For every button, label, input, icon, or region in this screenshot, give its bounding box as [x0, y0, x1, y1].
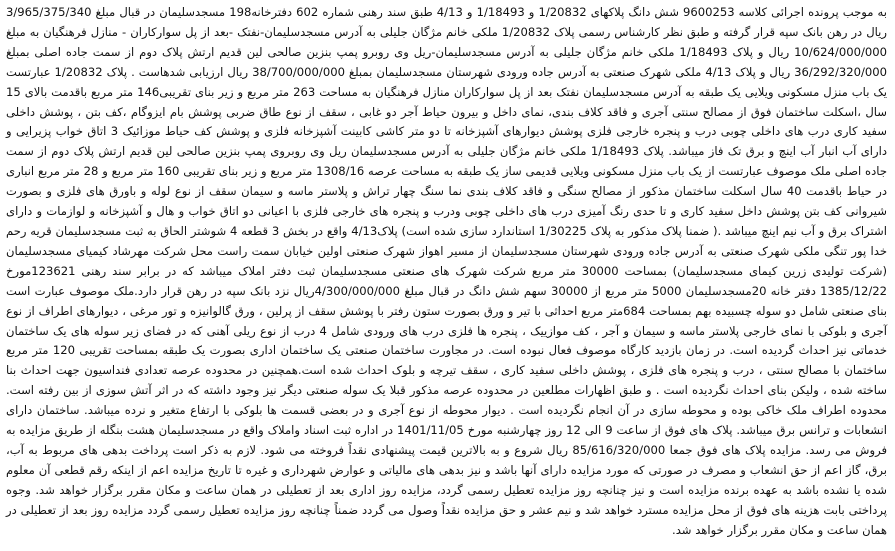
auction-notice-body-text: به موجب پرونده اجرائی کلاسه 9600253 شش دانگ پلاکهای 1/20832 و 1/18493 و 4/13 طبق سند رهنی شماره 602 دفترخانه198 مسجدسلیمان در قبال مبلغ 3/965/375/340 ریال در رهن بانک سپه قرار گرفته و طبق نظر کارشناس رسمی پلاک 1/20832 ملکی خانم مژگان جلیلی به آدرس مسجدسلیمان-نفتک -بعد از پل سوارکاران - منازل فرهنگیان به مبلغ 10/624/000/000 ریال و پلاک 1/18493 ملکی خانم مژگان جلیلی به آدرس مسجدسلیمان-ریل وی روبرو پمپ بنزین صالحی لین قدیم ارتش پلاک دوم از سمت جاده اصلی بمبلغ 36/292/320/000 ریال و پلاک 4/13 ملکی شهرک صنعتی به آدرس جاده ورودی شهرستان مسجدسلیمان بمبلغ 38/700/000/000 ریال ارزیابی شدهاست . پلاک 1/20832 عبارتست یک باب منزل مسکونی ویلایی یک طبقه به آدرس مسجدسلیمان نفتک بعد از پل سوارکاران منازل فرهنگیان به مساحت 263 متر مربع و زیر بنای تقریبی146 متر مربع باقدمت بالای 15 سال ،اسکلت ساختمان فوق از مصالح سنتی آجری و فاقد کلاف بندی، نمای داخل و بیرون حیاط آجر دو غابی ، سقف از نوع طاق ضربی پوشش بام ایزوگام ،کف بتن ، پوشش داخلی سفید کاری درب های داخلی چوبی درب و پنجره خارجی فلزی پوشش دیوارهای آشپزخانه تا دو متر کاشی کابینت آشپزخانه فلزی و پوشش کف حیاط موزائیک 3 اتاق خواب پزیرایی و دارای آب انبار آب اینچ و برق تک فاز میباشد. پلاک 1/18493 ملکی خانم مژگان جلیلی به آدرس مسجدسلیمان ریل وی روبروی پمپ بنزین صالحی لین قدیم ارتش پلاک دوم از سمت جاده اصلی ملک موصوف عبارتست از یک باب منزل مسکونی ویلایی قدیمی ساز یک طبقه به مساحت عرصه 1308/16 متر مربع و زیر بنای تقریبی 160 متر مربع و 28 متر مربع انباری در حیاط باقدمت 40 سال اسکلت ساختمان مذکور از مصالح سنگی و فاقد کلاف بندی نما سنگ چهار تراش و پلاستر ماسه و سیمان سقف از نوع لوله و باورق های فلزی و بصورت شیروانی کف بتن پوشش داخل سفید کاری و تا حدی رنگ آمیزی درب های داخلی چوبی ودرب و پنجره های خارجی فلزی با اعیانی دو اتاق خواب و هال و آشپزخانه و لوازمات و دارای اشتراک برق و آب نیم اینچ میباشد .( ضمنا پلاک مذکور به پلاک 1/30225 استاندارد سازی شده است) پلاک4/13 واقع در بخش 3 قطعه 4 شوشتر الحاق به ثبت مسجدسلیمان قریه رحم خدا پور تنگی ملکی شهرک صنعتی به آدرس جاده ورودی شهرستان مسجدسلیمان از مسیر اهواز شهرک صنعتی اولین خیابان سمت راست محل شرکت مهرشاد کیمیای مسجدسلیمان (شرکت تولیدی زرین کیمای مسجدسلیمان) بمساحت 30000 متر مربع شرکت شهرک های صنعتی مسجدسلیمان ثبت دفتر املاک میباشد که در برابر سند رهنی 123621مورخ 1385/12/22 دفتر خانه 20مسجدسلیمان 5000 متر مربع از 30000 سهم شش دانگ در قبال مبلغ 4/300/000/000ریال نزد بانک سپه در رهن قرار دارد.ملک موصوف عبارت است بنای صنعتی شامل دو سوله چسبیده بهم بمساحت 684متر مربع احداثی با تیر و ورق بصورت ستون رفتر با پوشش سقف از پرلین ، ورق گالوانیزه و تور مرغی ، دیوارهای اطراف از نوع آجری و بلوکی با نمای خارجی پلاستر ماسه و سیمان و آجر ، کف موازییک ، پنجره ها فلزی درب های ورودی شامل 4 درب از نوع ریلی آهنی که در فضای زیر سوله های یک ساختمان خدماتی نیز احداث گردیده است. در زمان بازدید کارگاه موصوف فعال نبوده است. در مجاورت ساختمان صنعتی یک ساختمان اداری بصورت یک طبقه بمساحت تقریبی 120 متر مربع ساختمان با مصالح سنتی ، درب و پنجره های فلزی ، پوشش داخلی سفید کاری ، سقف تیرچه و بلوک احداث شده است.همچنین در محدوده عرصه تعدادی فنداسیون جهت احداث بنا ساخته شده ، ولیکن بنای احداث نگردیده است . و طبق اظهارات مطلعین در محدوده عرصه مذکور قبلا یک سوله صنعتی دیگر نیز وجود داشته که در اثر آتش سوزی از بین رفته است. محدوده اطراف ملک خاکی بوده و محوطه سازی در آن انجام نگردیده است . دیوار محوطه از نوع آجری و در بعضی قسمت ها بلوکی با ارتفاع متغیر و نرده میباشد. ساختمان دارای انشعابات و ترانس برق میباشد. پلاک های فوق از ساعت 9 الی 12 روز چهارشنبه مورخ 1401/11/05 در اداره ثبت اسناد واملاک واقع در مسجدسلیمان هشت بنگله از طریق مزایده به فروش می رسد. مزایده پلاک های فوق جمعا 85/616/320/000 ریال شروع و به بالاترین قیمت پیشنهادی نقداً فروخته می شود. لازم به ذکر است پرداخت بدهی های مربوط به آب، برق، گاز اعم از حق انشعاب و مصرف در صورتی که مورد مزایده دارای آنها باشد و نیز بدهی های مالیاتی و عوارض شهرداری و غیره تا تاریخ مزایده اعم از اینکه رقم قطعی آن معلوم شده یا نشده باشد به عهده برنده مزایده است و نیز چنانچه روز مزایده تعطیل رسمی گردد، مزایده روز اداری بعد از تعطیلی در همان ساعت و مکان مقرر برگزار خواهد شد. وجوه پرداختی بابت هزینه های فوق از محل مزایده مسترد خواهد شد و نیم عشر و حق مزایده نقداً وصول می گردد ضمناً چنانچه روز مزایده تعطیل رسمی گردد مزایده روز بعد از تعطیلی در همان ساعت و مکان مقرر برگزار خواهد شد.	[6, 5, 888, 537]
